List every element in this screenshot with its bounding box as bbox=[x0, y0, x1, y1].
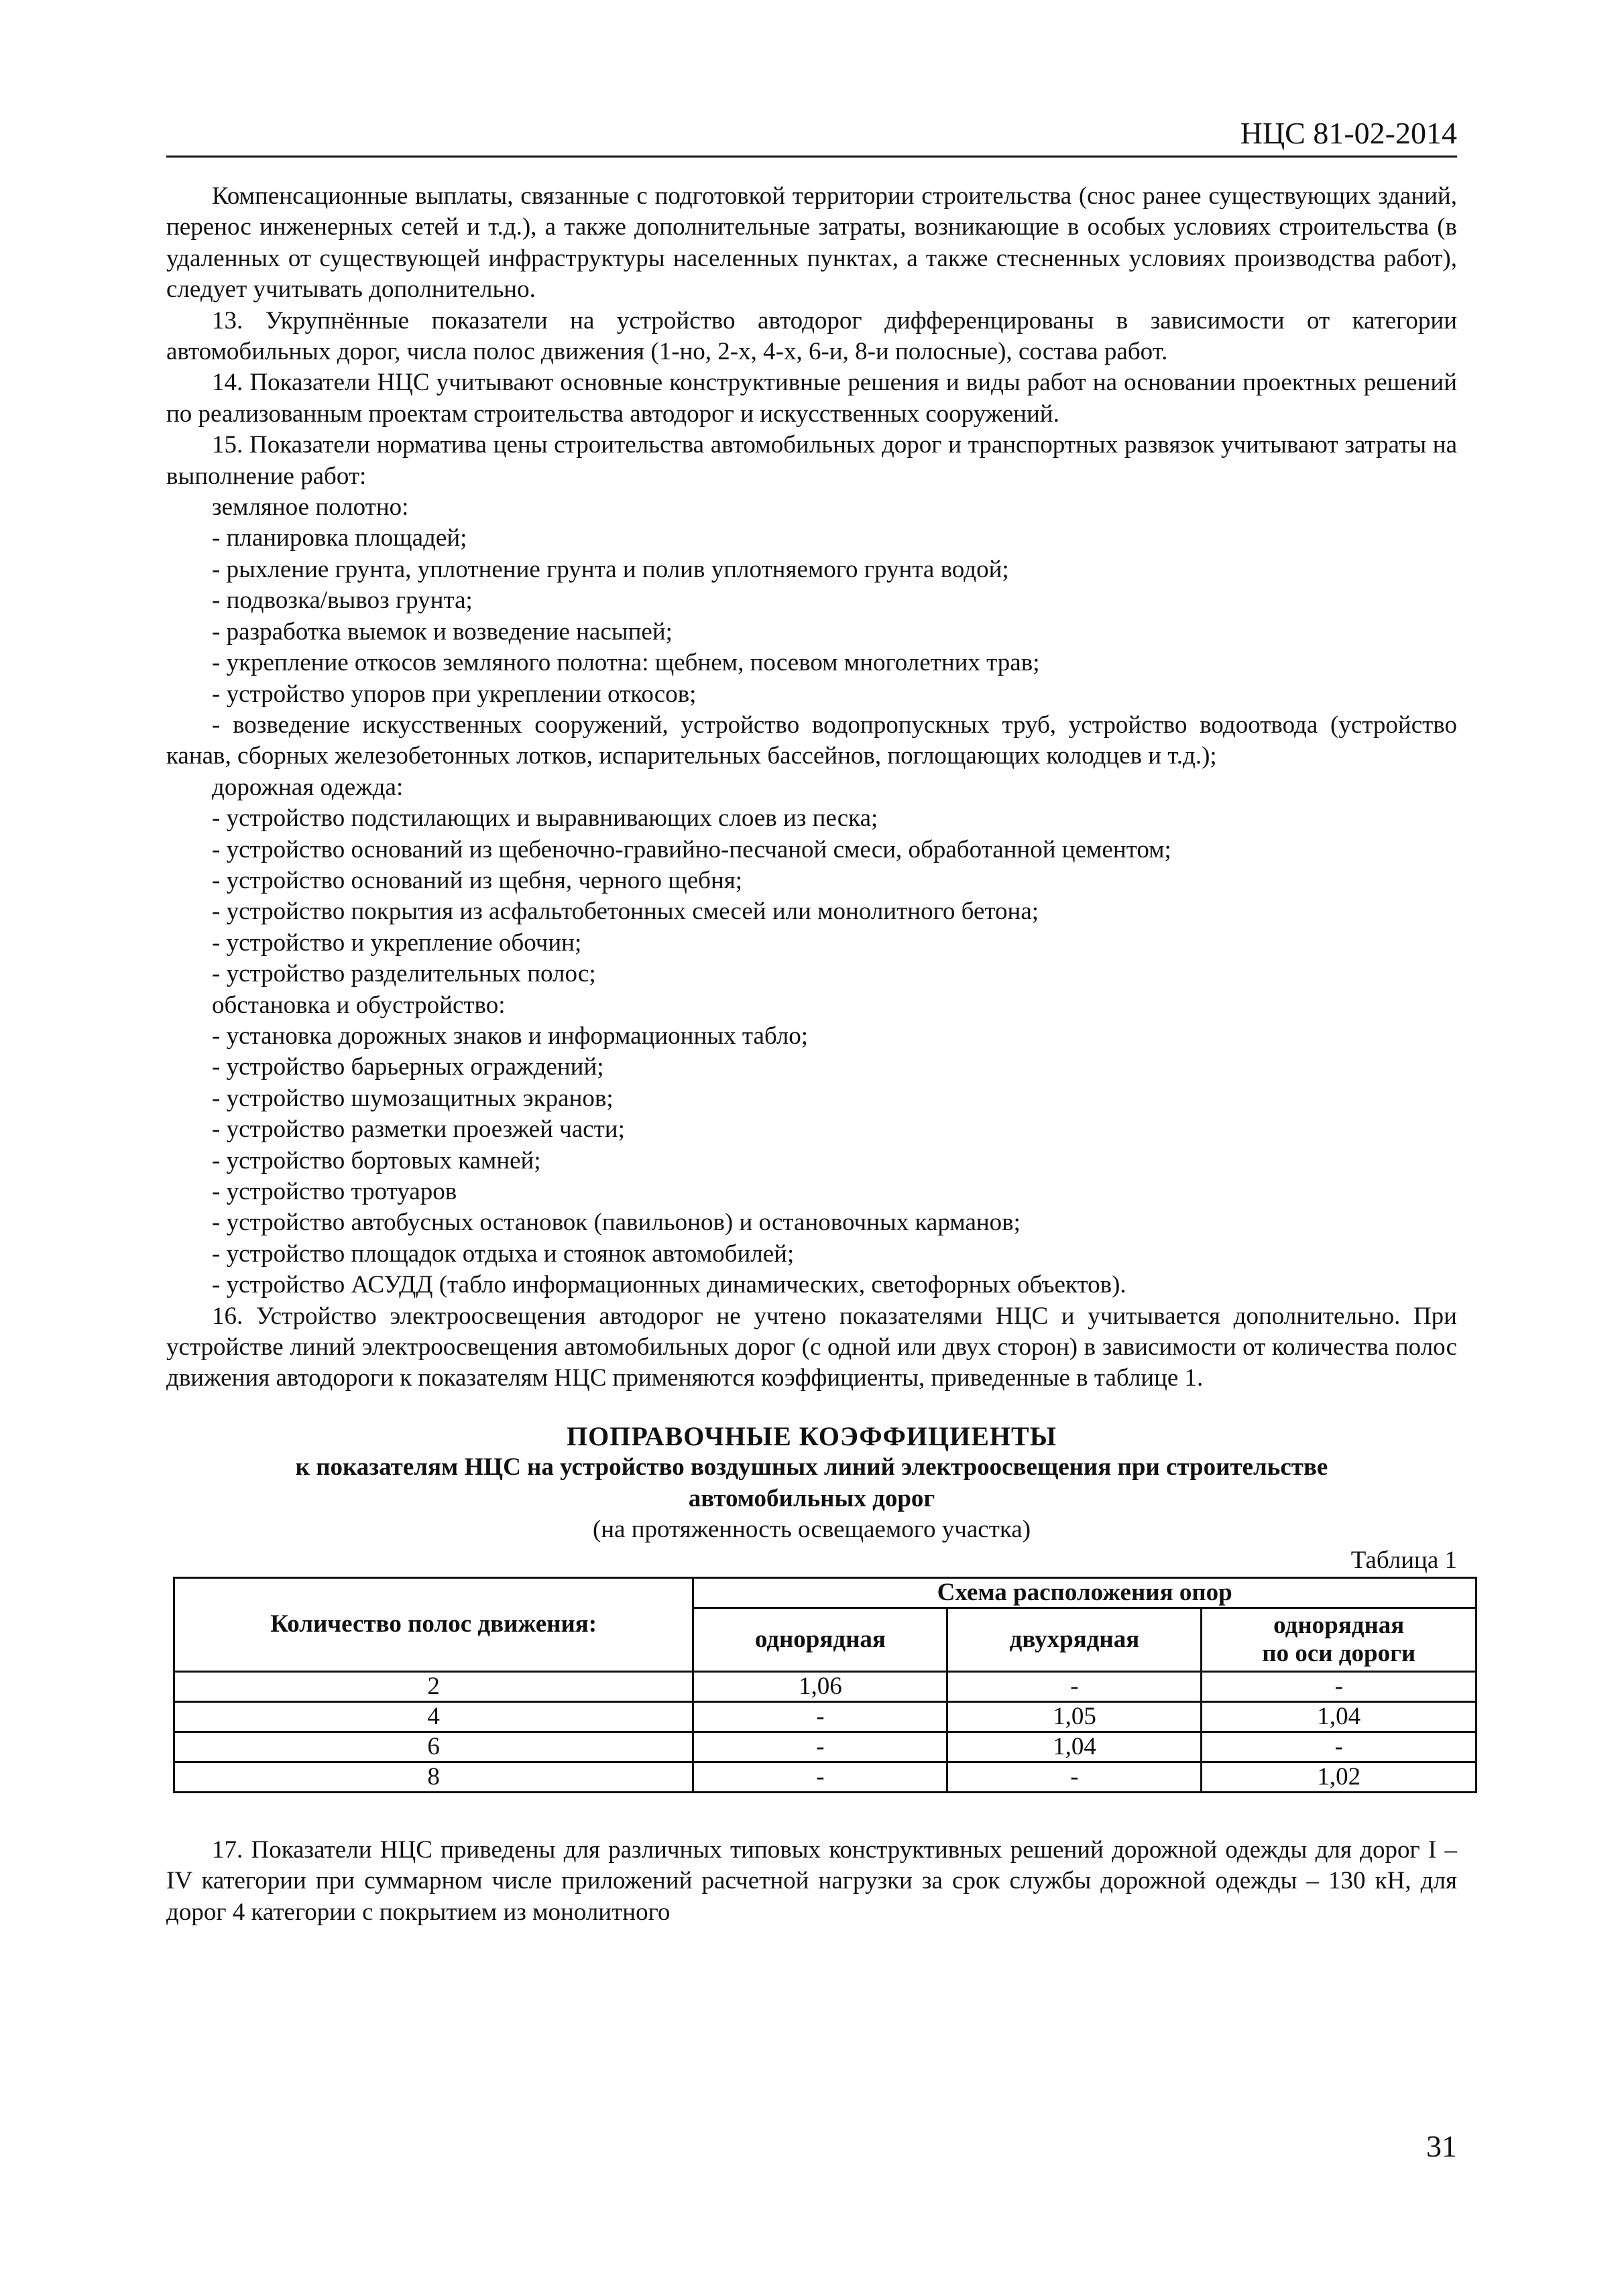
header-support-scheme: Схема расположения опор bbox=[693, 1577, 1476, 1608]
table-subtitle-line2: автомобильных дорог bbox=[688, 1484, 935, 1512]
works-list-item: - устройство бортовых камней; bbox=[212, 1146, 541, 1174]
works-list-item: земляное полотно: bbox=[212, 493, 409, 522]
cell-single: 1,06 bbox=[693, 1671, 947, 1701]
works-list-item: - устройство площадок отдыха и стоянок автомобилей; bbox=[212, 1240, 795, 1268]
works-list-item: 16. Устройство электроосвещения автодорог не учтено показателями НЦС и учитывается дополнительно. При устройстве линий электроосвещения автомобильных дорог (с одной или двух сторон) в зависимости от количества полос движения автодороги к показателям НЦС применяются коэффициенты, приведенные в таблице 1. bbox=[166, 1302, 1457, 1392]
works-list-item: - укрепление откосов земляного полотна: щебнем, посевом многолетних трав; bbox=[212, 649, 1040, 677]
paragraph-15: 15. Показатели норматива цены строительства автомобильных дорог и транспортных развязок учитывают затраты на выполнение работ: bbox=[166, 431, 1457, 490]
works-list-item: - устройство АСУДД (табло информационных динамических, светофорных объектов). bbox=[212, 1271, 1126, 1299]
document-code: НЦС 81-02-2014 bbox=[1240, 116, 1457, 150]
page-number: 31 bbox=[1426, 2129, 1457, 2163]
table-body bbox=[174, 1671, 1476, 1792]
cell-lanes: 8 bbox=[174, 1762, 693, 1792]
header-single-row: однорядная bbox=[693, 1608, 947, 1671]
page-header bbox=[166, 114, 1457, 158]
works-list-item: - устройство автобусных остановок (павильонов) и остановочных карманов; bbox=[212, 1209, 1021, 1237]
cell-double: - bbox=[947, 1671, 1202, 1701]
page-content bbox=[166, 181, 1457, 1928]
table-caption: Таблица 1 bbox=[1350, 1547, 1457, 1575]
works-list-item: - устройство барьерных ограждений; bbox=[212, 1053, 604, 1081]
table-note: (на протяженность освещаемого участка) bbox=[592, 1516, 1031, 1544]
works-list-item: дорожная одежда: bbox=[212, 773, 404, 801]
cell-lanes: 2 bbox=[174, 1671, 693, 1701]
works-list-item: - возведение искусственных сооружений, устройство водопропускных труб, устройство водоотвода (устройство канав, сборных железобетонных лотков, испарительных бассейнов, поглощающих колодцев и т.д.); bbox=[166, 711, 1457, 770]
table-row bbox=[174, 1701, 1476, 1732]
cell-axis: 1,02 bbox=[1202, 1762, 1476, 1792]
works-list bbox=[166, 492, 1457, 1394]
cell-double: 1,05 bbox=[947, 1701, 1202, 1732]
works-list-item: - устройство и укрепление обочин; bbox=[212, 928, 582, 957]
table-row bbox=[174, 1671, 1476, 1701]
cell-double: 1,04 bbox=[947, 1732, 1202, 1762]
works-list-item: - подвозка/вывоз грунта; bbox=[212, 587, 473, 615]
table-row bbox=[174, 1732, 1476, 1762]
works-list-item: - устройство покрытия из асфальтобетонных смесей или монолитного бетона; bbox=[212, 898, 1039, 926]
cell-lanes: 4 bbox=[174, 1701, 693, 1732]
cell-lanes: 6 bbox=[174, 1732, 693, 1762]
works-list-item: - устройство упоров при укреплении откосов; bbox=[212, 680, 697, 708]
works-list-item: - устройство разметки проезжей части; bbox=[212, 1115, 625, 1144]
cell-axis: - bbox=[1202, 1671, 1476, 1701]
cell-double: - bbox=[947, 1762, 1202, 1792]
cell-axis: 1,04 bbox=[1202, 1701, 1476, 1732]
table-subtitle-line1: к показателям НЦС на устройство воздушных линий электроосвещения при строительстве bbox=[295, 1453, 1328, 1482]
coefficients-table bbox=[173, 1577, 1477, 1793]
works-list-item: - устройство оснований из щебеночно-гравийно-песчаной смеси, обработанной цементом; bbox=[212, 835, 1171, 863]
table-title: ПОПРАВОЧНЫЕ КОЭФФИЦИЕНТЫ bbox=[566, 1421, 1057, 1451]
header-axis-line1: однорядная bbox=[1273, 1611, 1405, 1639]
cell-single: - bbox=[693, 1701, 947, 1732]
works-list-item: - установка дорожных знаков и информационных табло; bbox=[212, 1022, 809, 1050]
works-list-item: - устройство шумозащитных экранов; bbox=[212, 1084, 614, 1112]
works-list-item: - планировка площадей; bbox=[212, 524, 467, 552]
paragraph-14: 14. Показатели НЦС учитывают основные конструктивные решения и виды работ на основании проектных решений по реализованным проектам строительства автодорог и искусственных сооружений. bbox=[166, 369, 1457, 428]
table-row bbox=[174, 1762, 1476, 1792]
cell-axis: - bbox=[1202, 1732, 1476, 1762]
cell-single: - bbox=[693, 1762, 947, 1792]
header-double-row: двухрядная bbox=[947, 1608, 1202, 1671]
cell-single: - bbox=[693, 1732, 947, 1762]
paragraph-17: 17. Показатели НЦС приведены для различных типовых конструктивных решений дорожной одежды для дорог I – IV категории при суммарном числе приложений расчетной нагрузки за срок службы дорожной одежды – 130 кН, для дорог 4 категории с покрытием из монолитного bbox=[166, 1835, 1457, 1926]
header-lanes: Количество полос движения: bbox=[174, 1577, 693, 1671]
works-list-item: - устройство тротуаров bbox=[212, 1178, 457, 1205]
works-list-item: - устройство оснований из щебня, черного щебня; bbox=[212, 866, 743, 894]
paragraph-compensation: Компенсационные выплаты, связанные с подготовкой территории строительства (снос ранее существующих зданий, перенос инженерных сетей и т.д.), а также дополнительные затраты, возникающие в особых условиях строительства (в удаленных от существующей инфраструктуры населенных пунктах, а также стесненных условиях производства работ), следует учитывать дополнительно. bbox=[166, 182, 1457, 304]
paragraph-13: 13. Укрупнённые показатели на устройство автодорог дифференцированы в зависимости от категории автомобильных дорог, числа полос движения (1-но, 2-х, 4-х, 6-и, 8-и полосные), состава работ. bbox=[166, 306, 1457, 366]
works-list-item: - рыхление грунта, уплотнение грунта и полив уплотняемого грунта водой; bbox=[212, 555, 1009, 583]
works-list-item: - устройство разделительных полос; bbox=[212, 960, 596, 988]
works-list-item: - разработка выемок и возведение насыпей; bbox=[212, 617, 673, 646]
works-list-item: - устройство подстилающих и выравнивающих слоев из песка; bbox=[212, 804, 878, 833]
header-axis bbox=[1202, 1608, 1476, 1671]
header-axis-line2: по оси дороги bbox=[1262, 1639, 1416, 1667]
works-list-item: обстановка и обустройство: bbox=[212, 991, 506, 1019]
